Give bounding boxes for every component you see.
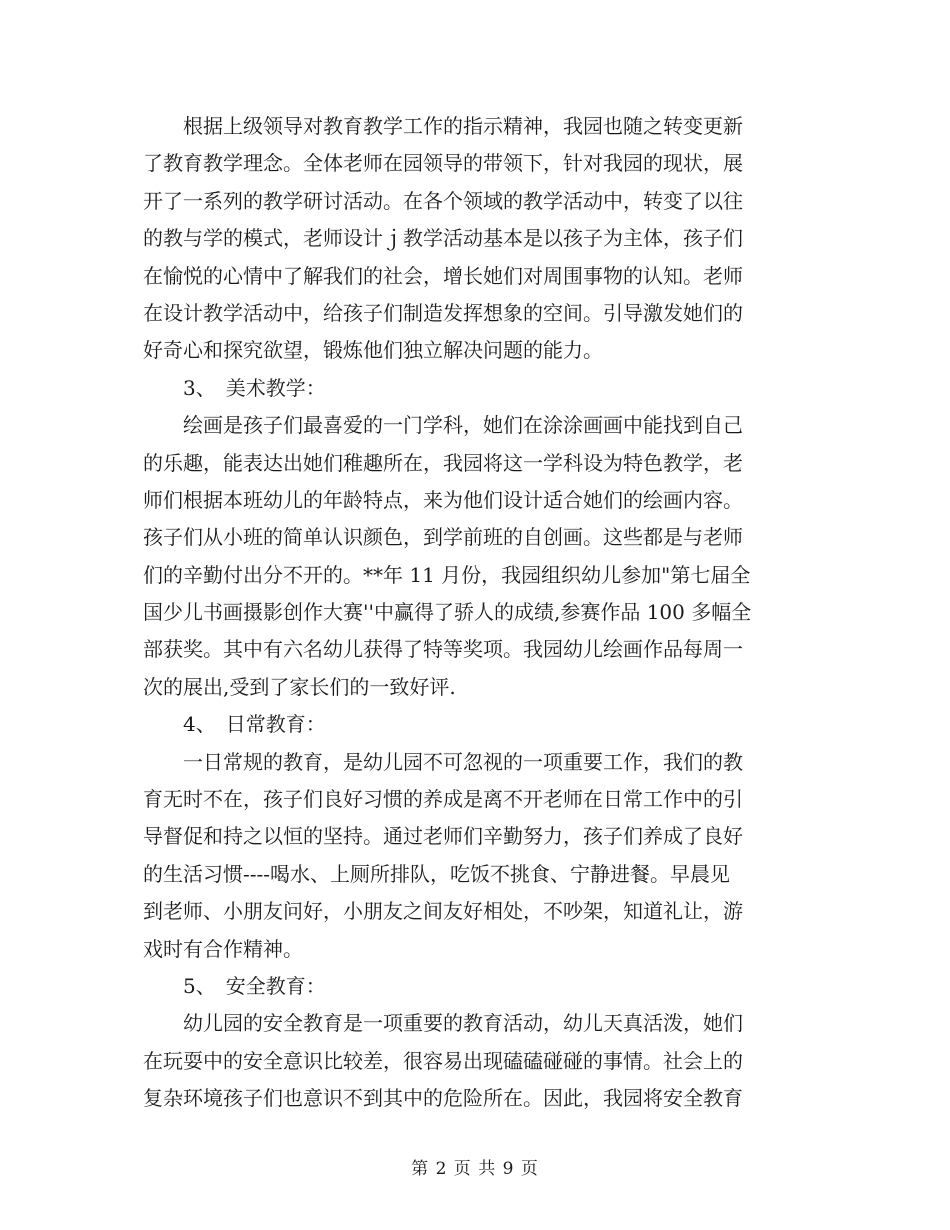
text-line: 的教与学的模式，老师设计ｊ教学活动基本是以孩子为主体，孩子们 — [143, 226, 743, 251]
section-heading: 4、 日常教育： — [143, 712, 326, 737]
text-line: 了教育教学理念。全体老师在园领导的带领下，针对我园的现状，展 — [143, 151, 743, 176]
text-line: 孩子们从小班的简单认识颜色，到学前班的自创画。这些都是与老师 — [143, 525, 743, 550]
text-line: 在设计教学活动中，给孩子们制造发挥想象的空间。引导激发她们的 — [143, 300, 743, 325]
text-line: 到老师、小朋友问好，小朋友之间友好相处，不吵架，知道礼让，游 — [143, 899, 743, 924]
text-line: 育无时不在，孩子们良好习惯的养成是离不开老师在日常工作中的引 — [143, 787, 743, 812]
text-line: 绘画是孩子们最喜爱的一门学科，她们在涂涂画画中能找到自己 — [143, 413, 743, 438]
section-heading: 3、 美术教学： — [143, 375, 326, 400]
text-line: 开了一系列的教学研讨活动。在各个领域的教学活动中，转变了以往 — [143, 188, 743, 213]
section-heading: 5、 安全教育： — [143, 973, 326, 998]
text-line: 国少儿书画摄影创作大赛''中赢得了骄人的成绩,参赛作品 100 多幅全 — [143, 600, 752, 625]
text-line: 在玩耍中的安全意识比较差，很容易出现磕磕碰碰的事情。社会上的 — [143, 1048, 743, 1073]
text-line: 导督促和持之以恒的坚持。通过老师们辛勤努力，孩子们养成了良好 — [143, 824, 743, 849]
page-number-footer: 第 2 页 共 9 页 — [411, 1159, 539, 1179]
text-line: 部获奖。其中有六名幼儿获得了特等奖项。我园幼儿绘画作品每周一 — [143, 637, 743, 662]
text-line: 的乐趣，能表达出她们稚趣所在，我园将这一学科设为特色教学，老 — [143, 450, 743, 475]
text-line: 在愉悦的心情中了解我们的社会，增长她们对周围事物的认知。老师 — [143, 263, 743, 288]
text-line: 一日常规的教育，是幼儿园不可忽视的一项重要工作，我们的教 — [143, 749, 743, 774]
text-line: 幼儿园的安全教育是一项重要的教育活动，幼儿天真活泼，她们 — [143, 1011, 743, 1036]
text-line: 们的辛勤付出分不开的。**年 11 月份，我园组织幼儿参加"第七届全 — [143, 562, 751, 587]
body-text — [143, 108, 797, 1118]
text-line: 的生活习惯----喝水、上厕所排队，吃饭不挑食、宁静进餐。早晨见 — [143, 861, 731, 886]
text-line: 师们根据本班幼儿的年龄特点，来为他们设计适合她们的绘画内容。 — [143, 487, 743, 512]
text-line: 根据上级领导对教育教学工作的指示精神，我园也随之转变更新 — [143, 114, 743, 138]
text-line: 戏时有合作精神。 — [143, 936, 303, 961]
text-line: 好奇心和探究欲望，锻炼他们独立解决问题的能力。 — [143, 338, 603, 363]
text-line: 次的展出,受到了家长们的一致好评. — [143, 674, 456, 699]
text-line: 复杂环境孩子们也意识不到其中的危险所在。因此，我园将安全教育 — [143, 1086, 743, 1111]
